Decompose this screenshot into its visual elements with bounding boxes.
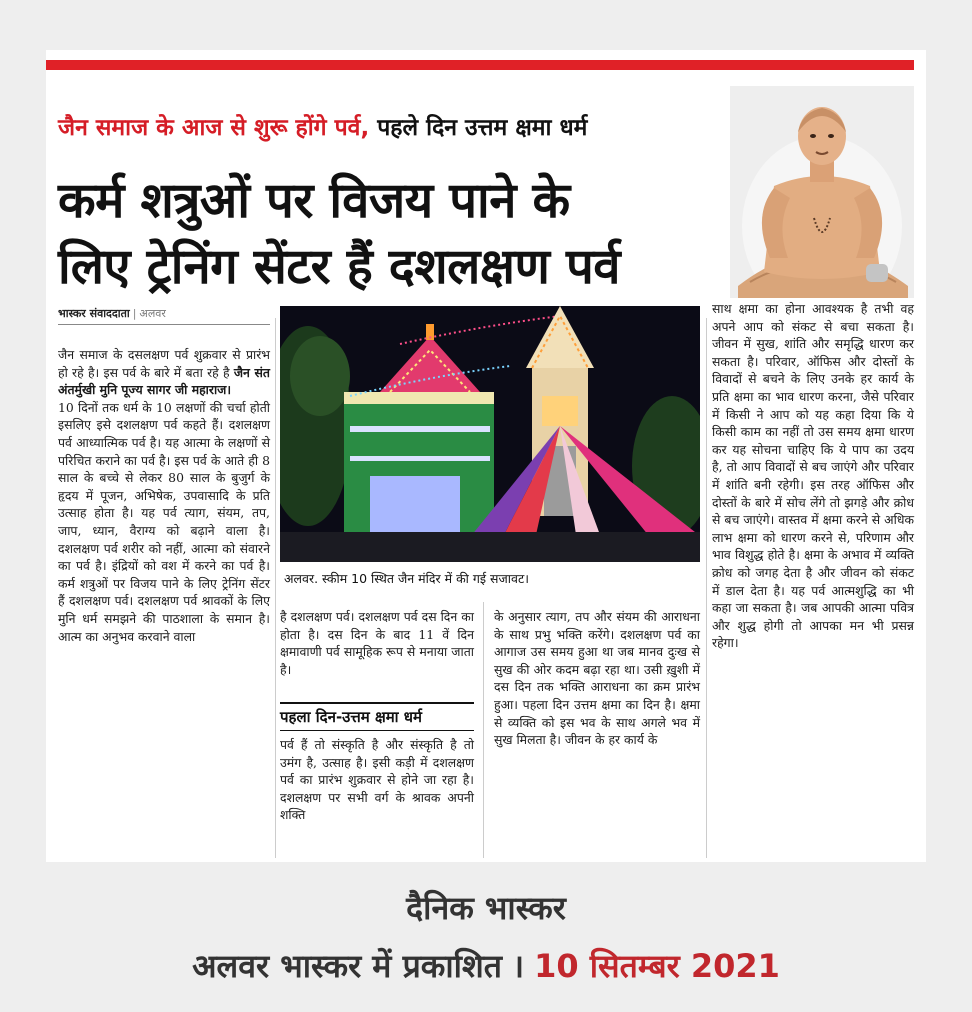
publication-date: 10 सितम्बर 2021 [534,947,780,985]
newspaper-name: दैनिक भास्कर [406,889,566,927]
column-divider [483,602,484,858]
column-divider [706,318,707,858]
col3-paragraph-1: के अनुसार त्याग, तप और संयम की आराधना के साथ प्रभु भक्ति करेंगे। दशलक्षण पर्व का आगाज उस समय हुआ था जब मानव दुःख से सुख की ओर कदम बढ़ा रहा था। उसी ख़ुशी में दस दिन तक भक्ति आराधना का क्रम प्रारंभ हुआ। पहला दिन उत्तम क्षमा का दिन है। क्षमा से व्यक्ति को इस भव के साथ अगले भव में सुख मिलता है। जीवन के हर कार्य के [494,609,700,748]
col1-paragraph-2: 10 दिनों तक धर्म के 10 लक्षणों की चर्चा होती इसलिए इसे दशलक्षण पर्व कहते हैं। दशलक्षण पर्व आध्यात्मिक पर्व है। यह आत्मा के लक्षणों से परिचित कराने का पर्व है। इस पर्व के आते ही 8 साल के बच्चे से लेकर 80 साल के बुजुर्ग के हृदय में पूजन, अभिषेक, उपवासादि के प्रति उत्साह होता है। यह पर्व त्याग, संयम, तप, जाप, ध्यान, वैराग्य को बढ़ाने वाला है। दशलक्षण पर्व शरीर को नहीं, आत्मा को संवारने का पर्व है। इंद्रियों को वश में करने का पर्व है। कर्म शत्रुओं पर विजय पाने के लिए ट्रेनिंग सेंटर हैं दशलक्षण पर्व। दशलक्षण पर्व श्रावकों के लिए मुनि धर्म समझने की पाठशाला के समान है। आत्म का अनुभव करवाने वाला [58,399,270,644]
col1-intro-text: जैन समाज के दसलक्षण पर्व शुक्रवार से प्रारंभ हो रहे है। इस पर्व के बारे में बता रहे है [58,347,270,380]
monk-portrait-image [730,86,914,298]
publication-line [0,944,972,987]
article-column-3 [494,608,700,749]
byline-separator: | [132,307,137,320]
temple-photo-drawing [280,306,700,562]
newspaper-clipping [46,50,926,862]
kicker-black: पहले दिन उत्तम क्षमा धर्म [377,115,588,141]
main-headline [58,168,738,300]
col4-paragraph-1: साथ क्षमा का होना आवश्यक है तभी वह अपने आप को संकट से बचा सकता है। जीवन में सुख, शांति और समृद्धि धारण कर सकता है। परिवार, ऑफिस और दोस्तों के विवादों से बचने के लिए उनके हर कार्य के प्रति क्षमा का भाव धारण करना, जैसे परिवार में किसी ने आप को यह कहा दिया कि ये किसी काम का नहीं तो उस समय क्षमा धारण कर यह सोचना चाहिए कि ये पाप का उदय है, तो आप विवादों से बच जाएंगे और परिवार में शांति बनी रहेगी। इस तरह ऑफिस और दोस्तों के बारे में सोच लेंगे तो झगड़े और क्रोध से बच जाएंगे। वास्तव में क्षमा करने से अधिक लाभ क्षमा को धारण करने से, परिणाम और भाव विशुद्ध होते है। क्षमा के अभाव में व्यक्ति क्रोध को जगह देता है और जीवन को संकट में डाल देता है। यह पर्व आत्मशुद्धि का भी कहा जा सकता है। जब आपकी आत्मा पवित्र और शुद्ध होगी तो आपका मन भी प्रसन्न रहेगा। [712,301,914,651]
column-divider [275,318,276,858]
headline-line-1: कर्म शत्रुओं पर विजय पाने के [58,172,570,229]
col1-intro-bold: जैन संत अंतर्मुखी मुनि पूज्य सागर जी महाराज। [58,364,270,398]
article-column-2-continued [280,736,474,824]
kicker-headline [58,110,587,142]
monk-portrait-drawing [730,86,914,298]
red-top-bar [46,60,914,70]
byline-city: अलवर [139,307,166,320]
byline-reporter: भास्कर संवाददाता [58,307,130,320]
byline [58,306,270,325]
article-column-1 [58,346,270,645]
photo-caption: अलवर. स्कीम 10 स्थित जैन मंदिर में की गई सजावट। [284,571,529,586]
temple-photo [280,306,700,562]
article-column-2 [280,608,474,678]
col1-paragraph-1 [58,346,270,399]
published-in: अलवर भास्कर में प्रकाशित [192,947,502,985]
col2-paragraph-2: पर्व हैं तो संस्कृति है और संस्कृति है तो उमंग है, उत्साह है। इसी कड़ी में दशलक्षण पर्व का प्रारंभ शुक्रवार से होने जा रहा है। दशलक्षण पर सभी वर्ग के श्रावक अपनी शक्ति [280,737,474,823]
col2-paragraph-1: है दशलक्षण पर्व। दशलक्षण पर्व दस दिन का होता है। दस दिन के बाद 11 वें दिन क्षमावाणी पर्व सामूहिक रूप से मनाया जाता है। [280,609,474,677]
kicker-red: जैन समाज के आज से शुरू होंगे पर्व, [58,115,370,141]
subheading: पहला दिन-उत्तम क्षमा धर्म [280,702,474,731]
article-column-4 [712,300,914,652]
footer-separator: । [511,947,525,985]
headline-line-2: लिए ट्रेनिंग सेंटर हैं दशलक्षण पर्व [58,238,621,295]
